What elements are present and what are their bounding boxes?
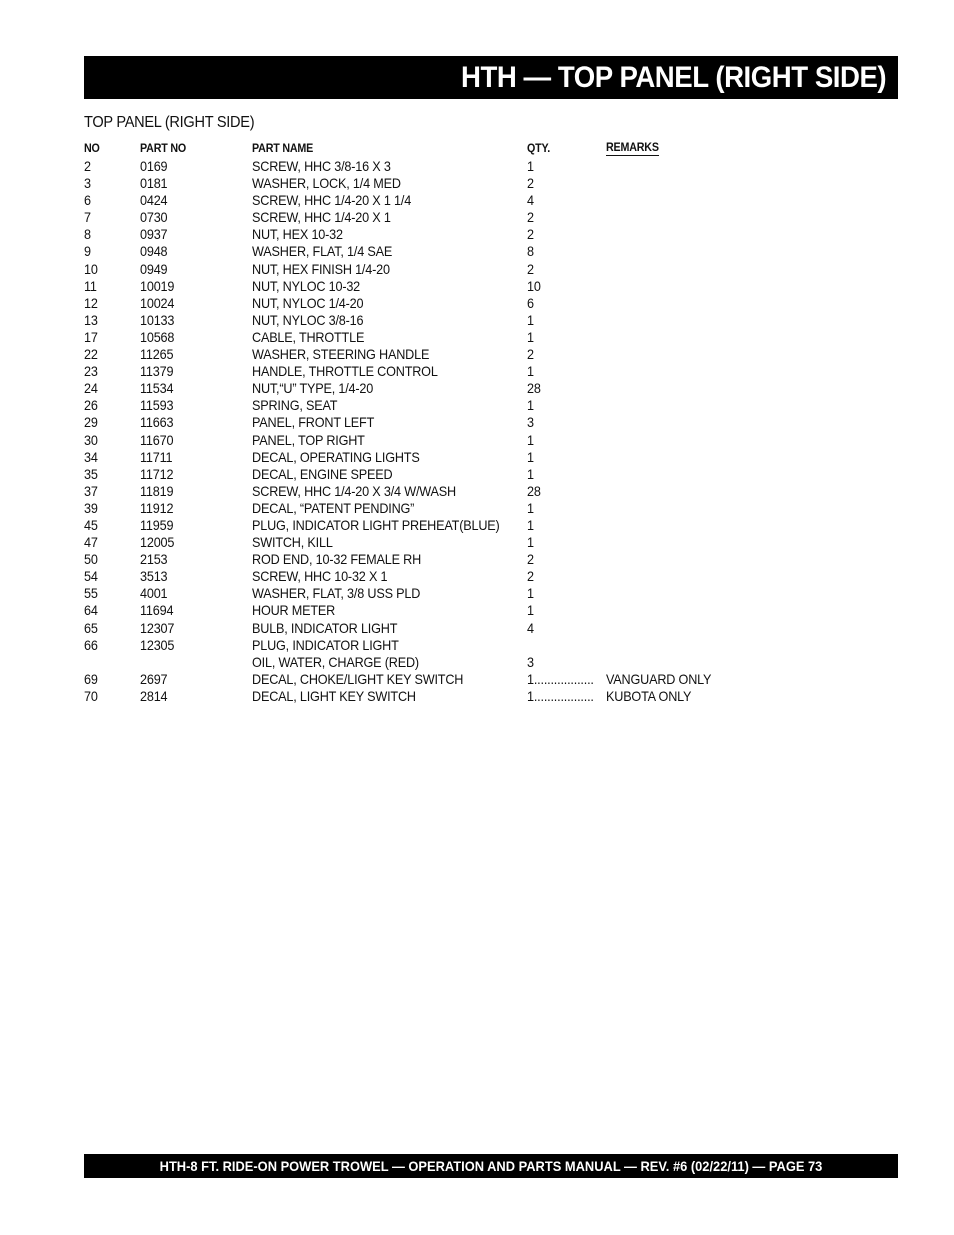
cell-qty: 8 [527, 244, 534, 260]
cell-qty: 1 [527, 449, 534, 465]
cell-qty: 2 [527, 227, 534, 243]
cell-no: 34 [84, 449, 98, 465]
cell-qty: 2 [527, 552, 534, 568]
cell-part-name: WASHER, FLAT, 3/8 USS PLD [252, 586, 421, 602]
cell-qty: 3 [527, 654, 534, 670]
cell-no: 8 [84, 227, 91, 243]
cell-part-no: 10019 [140, 278, 175, 294]
cell-no: 69 [84, 671, 98, 687]
cell-qty: 2 [527, 569, 534, 585]
cell-part-name: SCREW, HHC 1/4-20 X 1 1/4 [252, 193, 412, 209]
cell-qty: 1 [527, 535, 534, 551]
cell-part-no: 4001 [140, 586, 168, 602]
cell-no: 50 [84, 552, 98, 568]
cell-no: 9 [84, 244, 91, 260]
cell-part-name: NUT, NYLOC 10-32 [252, 278, 361, 294]
cell-part-no: 11959 [140, 517, 174, 533]
section-title: TOP PANEL (RIGHT SIDE) [84, 114, 255, 131]
cell-part-name: CABLE, THROTTLE [252, 329, 365, 345]
cell-no: 23 [84, 364, 98, 380]
cell-no: 10 [84, 261, 98, 277]
cell-part-name: PANEL, FRONT LEFT [252, 415, 375, 431]
cell-qty: 2 [527, 176, 534, 192]
cell-part-name: PLUG, INDICATOR LIGHT [252, 637, 399, 653]
cell-qty: 28 [527, 381, 541, 397]
cell-part-name: HANDLE, THROTTLE CONTROL [252, 364, 438, 380]
cell-part-name: DECAL, CHOKE/LIGHT KEY SWITCH [252, 671, 464, 687]
cell-part-name: NUT, NYLOC 1/4-20 [252, 295, 364, 311]
cell-part-name: SCREW, HHC 1/4-20 X 1 [252, 210, 391, 226]
cell-part-name: DECAL, “PATENT PENDING” [252, 500, 415, 516]
cell-no: 30 [84, 432, 98, 448]
cell-no: 7 [84, 210, 91, 226]
page-title: HTH — TOP PANEL (RIGHT SIDE) [460, 61, 886, 94]
cell-no: 45 [84, 517, 98, 533]
cell-part-name: SCREW, HHC 10-32 X 1 [252, 569, 388, 585]
cell-no: 26 [84, 398, 98, 414]
cell-no: 11 [84, 278, 97, 294]
cell-qty: 1 [527, 329, 534, 345]
cell-no: 47 [84, 535, 98, 551]
cell-part-no: 0937 [140, 227, 168, 243]
cell-part-name: SCREW, HHC 1/4-20 X 3/4 W/WASH [252, 483, 457, 499]
cell-no: 6 [84, 193, 91, 209]
cell-part-no: 0181 [140, 176, 168, 192]
cell-qty: 1 [527, 586, 534, 602]
cell-part-name: PANEL, TOP RIGHT [252, 432, 365, 448]
column-header-part-name: PART NAME [252, 143, 314, 155]
cell-qty: 2 [527, 261, 534, 277]
cell-part-name: DECAL, LIGHT KEY SWITCH [252, 688, 416, 704]
column-header-part-no: PART NO [140, 143, 187, 155]
cell-no: 2 [84, 159, 91, 174]
cell-part-no: 11663 [140, 415, 174, 431]
column-header-qty: QTY. [527, 143, 551, 155]
cell-no: 65 [84, 620, 98, 636]
cell-part-no: 11670 [140, 432, 174, 448]
cell-part-no: 11534 [140, 381, 174, 397]
cell-part-no: 2814 [140, 688, 168, 704]
cell-part-no: 2153 [140, 552, 168, 568]
cell-part-name: DECAL, OPERATING LIGHTS [252, 449, 420, 465]
cell-no: 66 [84, 637, 98, 653]
cell-no: 12 [84, 295, 98, 311]
cell-part-no: 12005 [140, 535, 175, 551]
cell-part-no: 11593 [140, 398, 174, 414]
cell-part-no: 10024 [140, 295, 175, 311]
cell-qty: 6 [527, 295, 534, 311]
cell-no: 22 [84, 347, 98, 363]
cell-part-no: 11379 [140, 364, 174, 380]
cell-no: 24 [84, 381, 98, 397]
cell-part-no: 10568 [140, 329, 175, 345]
cell-part-name: WASHER, STEERING HANDLE [252, 347, 430, 363]
cell-no: 35 [84, 466, 98, 482]
cell-part-name: SCREW, HHC 3/8-16 X 3 [252, 159, 391, 174]
cell-part-no: 11819 [140, 483, 174, 499]
cell-part-no: 0169 [140, 159, 168, 174]
cell-remarks: VANGUARD ONLY [606, 671, 712, 687]
cell-qty: 28 [527, 483, 541, 499]
cell-part-name: WASHER, LOCK, 1/4 MED [252, 176, 401, 192]
cell-qty: 1 [527, 432, 534, 448]
footer-bar [84, 1154, 898, 1178]
cell-remarks: KUBOTA ONLY [606, 688, 692, 704]
cell-part-no: 11265 [140, 347, 174, 363]
cell-qty: 1 [527, 500, 534, 516]
cell-no: 17 [84, 329, 98, 345]
cell-part-no: 0949 [140, 261, 168, 277]
cell-qty: 4 [527, 193, 534, 209]
cell-qty: 1 [527, 603, 534, 619]
cell-part-name: WASHER, FLAT, 1/4 SAE [252, 244, 393, 260]
cell-part-no: 2697 [140, 671, 168, 687]
cell-no: 37 [84, 483, 98, 499]
cell-part-no: 12307 [140, 620, 175, 636]
cell-no: 39 [84, 500, 98, 516]
column-header-no: NO [84, 143, 100, 155]
cell-part-no: 11711 [140, 449, 173, 465]
cell-part-no: 10133 [140, 312, 175, 328]
cell-qty: 3 [527, 415, 534, 431]
cell-no: 64 [84, 603, 98, 619]
cell-qty: 2 [527, 210, 534, 226]
cell-part-name: SWITCH, KILL [252, 535, 333, 551]
cell-no: 70 [84, 688, 98, 704]
cell-qty: 1.................. [527, 688, 594, 704]
cell-part-name: NUT, NYLOC 3/8-16 [252, 312, 364, 328]
cell-part-name: NUT, HEX FINISH 1/4-20 [252, 261, 390, 277]
cell-part-name: ROD END, 10-32 FEMALE RH [252, 552, 422, 568]
cell-qty: 1 [527, 364, 534, 380]
cell-qty: 2 [527, 347, 534, 363]
cell-part-no: 11694 [140, 603, 174, 619]
cell-part-no: 12305 [140, 637, 175, 653]
header-bar [84, 56, 898, 99]
footer-text: HTH-8 FT. RIDE-ON POWER TROWEL — OPERATION AND PARTS MANUAL — REV. #6 (02/22/11) — PAGE 73 [159, 1158, 823, 1174]
cell-qty: 1 [527, 312, 534, 328]
cell-part-no: 11912 [140, 500, 174, 516]
cell-qty: 1 [527, 466, 534, 482]
cell-no: 3 [84, 176, 91, 192]
cell-part-name: SPRING, SEAT [252, 398, 338, 414]
cell-no: 13 [84, 312, 98, 328]
cell-part-name: PLUG, INDICATOR LIGHT PREHEAT(BLUE) [252, 517, 500, 533]
cell-qty: 10 [527, 278, 541, 294]
cell-qty: 1 [527, 517, 534, 533]
cell-qty: 4 [527, 620, 534, 636]
cell-part-name: OIL, WATER, CHARGE (RED) [252, 654, 419, 670]
column-header-remarks: REMARKS [606, 142, 659, 154]
cell-part-name: DECAL, ENGINE SPEED [252, 466, 393, 482]
cell-no: 55 [84, 586, 98, 602]
cell-part-no: 0424 [140, 193, 168, 209]
cell-part-no: 0948 [140, 244, 168, 260]
cell-part-name: NUT,“U” TYPE, 1/4-20 [252, 381, 374, 397]
cell-qty: 1 [527, 159, 534, 174]
cell-qty: 1 [527, 398, 534, 414]
cell-no: 54 [84, 569, 98, 585]
cell-no: 29 [84, 415, 98, 431]
cell-part-no: 3513 [140, 569, 168, 585]
cell-part-no: 0730 [140, 210, 168, 226]
cell-part-name: NUT, HEX 10-32 [252, 227, 343, 243]
cell-part-name: HOUR METER [252, 603, 336, 619]
cell-part-no: 11712 [140, 466, 174, 482]
cell-qty: 1.................. [527, 671, 594, 687]
cell-part-name: BULB, INDICATOR LIGHT [252, 620, 398, 636]
